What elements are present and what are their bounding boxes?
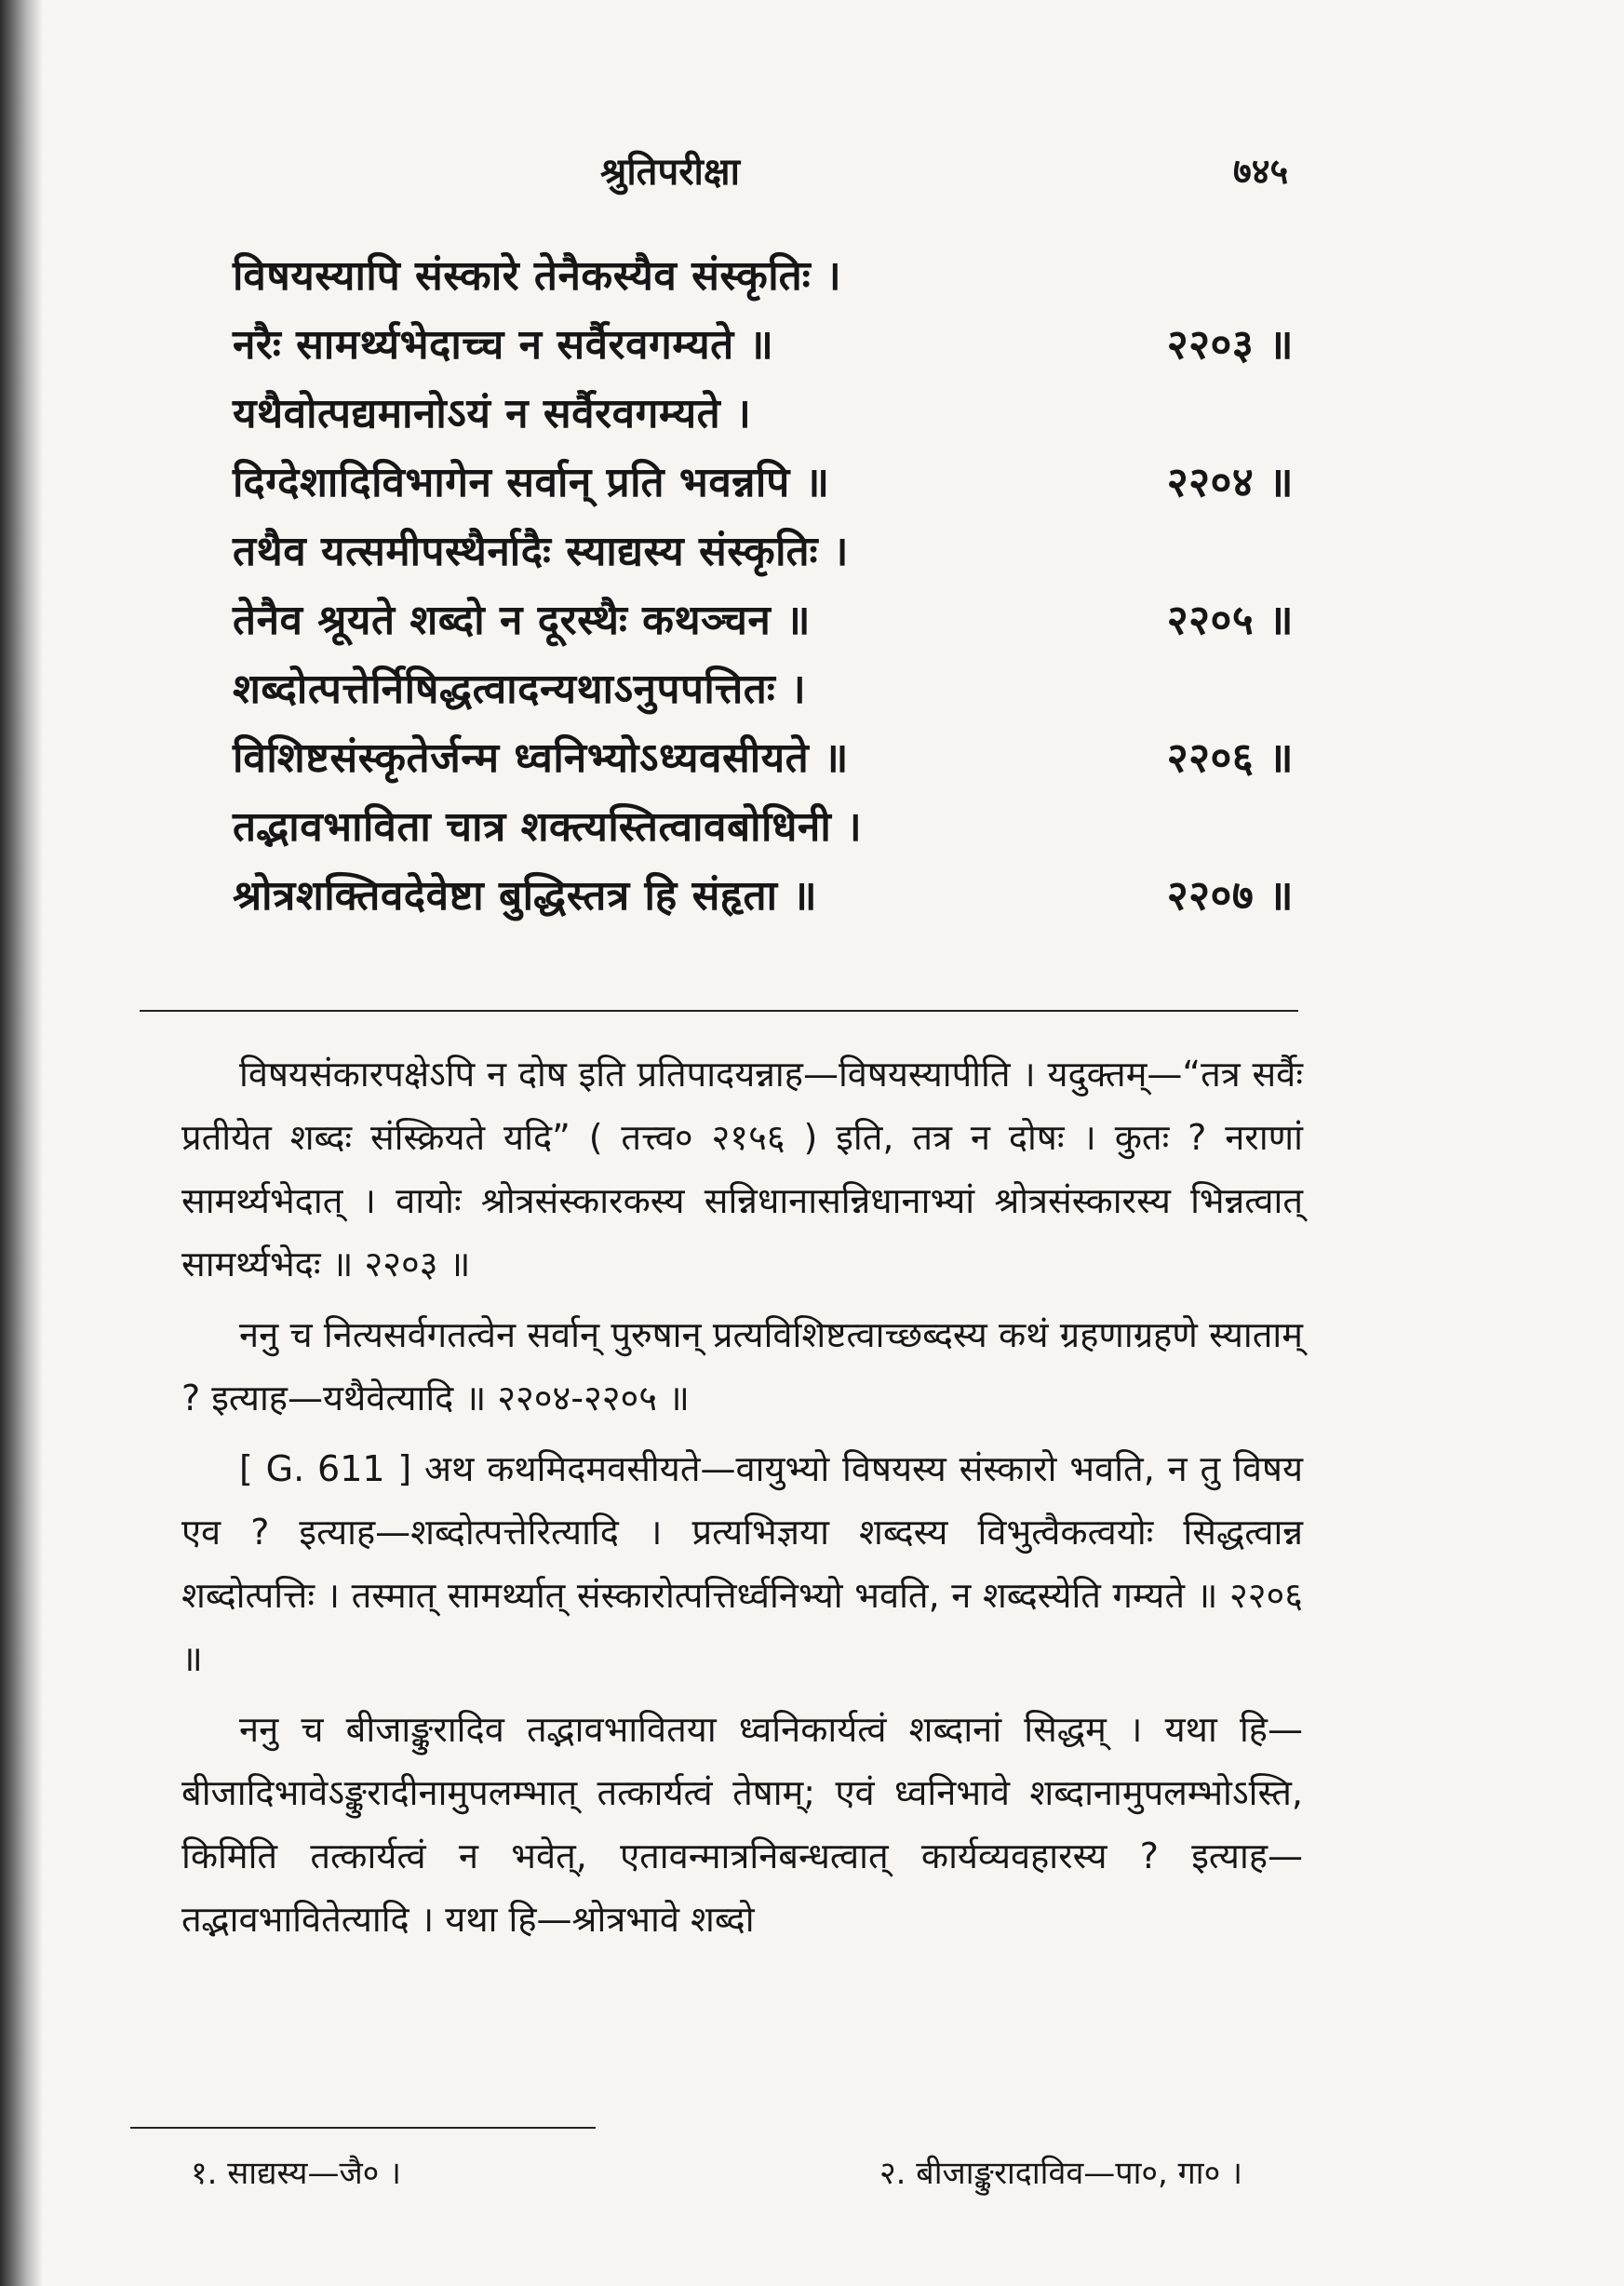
verse-text: विशिष्टसंस्कृतेर्जन्म ध्वनिभ्योऽध्यवसीयते ॥	[233, 734, 849, 782]
commentary-paragraph: विषयसंकारपक्षेऽपि न दोष इति प्रतिपादयन्नाह—विषयस्यापीति । यदुक्तम्—“तत्र सर्वैः प्रतीयेत शब्दः संस्क्रियते यदि” ( तत्त्व० २१५६ ) इति, तत्र न दोषः । कुतः ? नराणां सामर्थ्यभेदात् । वायोः श्रोत्रसंस्कारकस्य सन्निधानासन्निधानाभ्यां श्रोत्रसंस्कारस्य भिन्नत्वात् सामर्थ्यभेदः ॥ २२०३ ॥	[181, 1054, 1303, 1284]
verse-text: शब्दोत्पत्तेर्निषिद्धत्वादन्यथाऽनुपपत्तितः ।	[233, 666, 807, 713]
verse-line	[233, 862, 1294, 931]
verse-line	[233, 586, 1294, 655]
running-header	[0, 135, 1624, 200]
verse-line	[233, 724, 1294, 793]
verse-line	[233, 793, 1294, 862]
verse-text: विषयस्यापि संस्कारे तेनैकस्यैव संस्कृतिः ।	[233, 252, 842, 300]
verse-line	[233, 518, 1294, 586]
verse-text: तथैव यत्समीपस्थैर्नादैः स्याद्यस्य संस्कृतिः ।	[233, 528, 849, 575]
verse-number: २२०७ ॥	[1166, 872, 1294, 920]
verse-text: दिग्देशादिविभागेन सर्वान् प्रति भवन्नपि ॥	[233, 459, 830, 506]
footnote: १. साद्यस्य—जै० ।	[191, 2155, 402, 2192]
verse-text: तेनैव श्रूयते शब्दो न दूरस्थैः कथञ्चन ॥	[233, 597, 812, 644]
commentary-paragraph: ननु च बीजाङ्कुरादिव तद्भावभावितया ध्वनिकार्यत्वं शब्दानां सिद्धम् । यथा हि—बीजादिभावेऽङ्कुरादीनामुपलम्भात् तत्कार्यत्वं तेषाम्; एवं ध्वनिभावे शब्दानामुपलम्भोऽस्ति, किमिति तत्कार्यत्वं न भवेत्, एतावन्मात्रनिबन्धत्वात् कार्यव्यवहारस्य ? इत्याह—तद्भावभावितेत्यादि । यथा हि—श्रोत्रभावे शब्दो	[181, 1709, 1303, 1940]
verse-number: २२०३ ॥	[1166, 321, 1294, 369]
commentary-paragraph: ननु च नित्यसर्वगतत्वेन सर्वान् पुरुषान् प्रत्यविशिष्टत्वाच्छब्दस्य कथं ग्रहणाग्रहणे स्याताम् ? इत्याह—यथैवेत्यादि ॥ २२०४-२२०५ ॥	[181, 1314, 1303, 1419]
commentary	[181, 1042, 1303, 1958]
verse-number: २२०५ ॥	[1166, 597, 1294, 644]
verse-text: श्रोत्रशक्तिवदेवेष्टा बुद्धिस्तत्र हि संहृता ॥	[233, 872, 818, 920]
verse-number: २२०६ ॥	[1166, 734, 1294, 782]
verse-text: यथैवोत्पद्यमानोऽयं न सर्वैरवगम्यते ।	[233, 390, 752, 437]
commentary-paragraph: [ G. 611 ] अथ कथमिदमवसीयते—वायुभ्यो विषयस्य संस्कारो भवति, न तु विषय एव ? इत्याह—शब्दोत्पत्तेरित्यादि । प्रत्यभिज्ञया शब्दस्य विभुत्वैकत्वयोः सिद्धत्वान्न शब्दोत्पत्तिः । तस्मात् सामर्थ्यात् संस्कारोत्पत्तिर्ध्वनिभ्यो भवति, न शब्दस्येति गम्यते ॥ २२०६ ॥	[181, 1448, 1303, 1679]
verse-block	[233, 242, 1294, 931]
page-number: ७४५	[1233, 151, 1289, 192]
verse-line	[233, 311, 1294, 380]
verse-line	[233, 242, 1294, 311]
verse-line	[233, 449, 1294, 518]
footnotes	[191, 2150, 1242, 2193]
verse-line	[233, 655, 1294, 724]
verse-text: नरैः सामर्थ्यभेदाच्च न सर्वैरवगम्यते ॥	[233, 321, 774, 369]
footnote-divider	[130, 2127, 596, 2129]
verse-line	[233, 380, 1294, 449]
verse-number: २२०४ ॥	[1166, 459, 1294, 506]
verse-text: तद्भावभाविता चात्र शक्त्यस्तित्वावबोधिनी ।	[233, 803, 863, 851]
running-title: श्रुतिपरीक्षा	[600, 151, 740, 194]
footnote: २. बीजाङ्कुरादाविव—पा०, गा० ।	[879, 2155, 1242, 2192]
section-divider	[140, 1010, 1298, 1012]
